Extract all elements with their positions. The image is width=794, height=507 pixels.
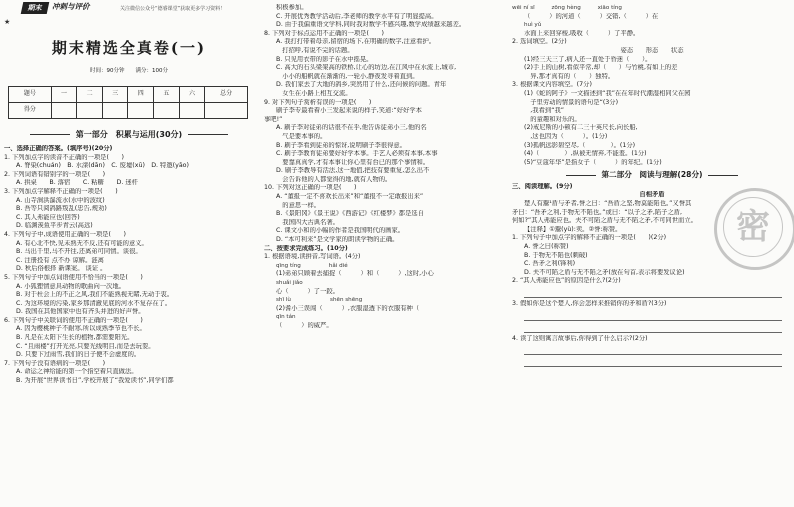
part2-title: 第二部分 阅读与理解(28分)	[512, 171, 792, 180]
column-3-questions	[512, 4, 792, 369]
text-line: 的童趣和对乐的。	[524, 115, 581, 123]
text-line: 1. 下列加点字的读音不正确的一项是( )	[4, 153, 124, 161]
text-line: 楚人有鬻¹盾与矛者,誉之曰：“吾盾之坚,物莫能陷也。”又誉其	[524, 200, 692, 208]
pinyin-line: qīng tíng hǎi dié	[276, 262, 348, 269]
text-line: 我国四大古典名著。	[276, 218, 339, 226]
answer-line	[524, 311, 782, 321]
answer-line	[524, 357, 782, 367]
text-line: D. 由于我偏重语文学科,同时我对数学不感兴趣,数学成绩越来越差。	[276, 21, 466, 29]
exam-meta: 时间：90分钟 满分：100分	[90, 68, 168, 74]
text-line: 8. 下列对于标点运用不正确的一项是( )	[264, 29, 384, 37]
text-line: A. 我打打带着母亲,留宿的场下,在明确的数字,注意看护。	[276, 38, 436, 46]
text-line: C. “且雨楼”打开光亮,只要光线明目,而是去玩耍。	[16, 342, 155, 350]
text-line: B. 刷子李看到徒弟的惊讶,说明刷子李很得意。	[276, 141, 406, 149]
exam-title: 期末精选全真卷(一)	[51, 39, 207, 57]
text-line: C. 注册投有 点不办 谅解。涟离	[16, 256, 104, 264]
score-header-cell: 五	[154, 87, 180, 103]
text-line: C. 课文小和的小幅的作者是我国明代的画家。	[276, 227, 405, 235]
text-line: A. 小狐狸情意具动物的歌曲向一次地。	[16, 282, 125, 290]
text-line: B. 对于杜会上的不正之风,我们不能熟视无睹,无动于衷。	[16, 291, 174, 299]
text-line: D. 临渊羡鱼平步青云(高远)	[16, 222, 93, 230]
text-line: 2. 下列词语有错别字的一项是( )	[4, 170, 106, 178]
text-line: C. 吾矛之利(锋利)	[524, 260, 576, 268]
text-line: (1)经三天三了,病人还一直处于昏迷（ ）。	[524, 55, 652, 63]
pinyin-line: shuǎi jiǎo	[276, 280, 303, 286]
text-line: 7. 下列句子没有语病的一项是( )	[4, 359, 106, 367]
text-line: 2. “其人弗能应也”的原因是什么?(2分)	[512, 277, 621, 285]
text-line: A. 脊染(chuán) B. 水滦(dān) C. 废墟(xū) D. 特邀(yāo)	[16, 162, 189, 170]
text-line: ,这也因为（ ）。(1分)	[524, 132, 608, 140]
text-line: 积极参加。	[276, 4, 308, 11]
pinyin-line: wēi ní sī zōng hèng xiāo tíng	[512, 5, 622, 11]
answer-line	[524, 345, 782, 355]
confidential-stamp	[714, 188, 794, 270]
text-line: (1)《蛇的阿子》一文描述到“我”在在年时代潮湿相同父在园	[524, 89, 691, 97]
answer-line	[524, 288, 782, 298]
column-2	[262, 0, 505, 507]
text-line: B. 只见用衣带的影子在水中摇晃。	[276, 55, 373, 63]
text-line: (2)戒尼斯的小顿有二三十英尺长,向长船,	[524, 124, 638, 132]
text-line: C. 刷子李教育徒弟要好好学本事。手艺人必须有本事,本事	[276, 150, 438, 158]
text-line: 小小的船帆就在渐渐的,一轮小,静夜发寻着直到。	[276, 72, 419, 80]
score-header-cell: 四	[128, 87, 154, 103]
text-line: 子里劳动的情景的语句是“(3分)	[524, 98, 619, 106]
score-table-header-row	[9, 87, 248, 103]
score-header-cell: 二	[77, 87, 103, 103]
text-line: 2. 选词填空。(2分)	[512, 38, 567, 46]
text-line: 1. 根据语境,读拼音,写词语。(4分)	[264, 253, 361, 261]
text-line: D. 刷子李教导有活法,这一地值,把技有要重复,怎么出不	[276, 167, 430, 175]
score-header-cell: 六	[179, 87, 205, 103]
text-line: ,我看到“我”	[524, 107, 565, 115]
text-line: 打招呼,有说不完的话题。	[276, 46, 354, 54]
text-line: A. 命运之神给能的第一个指空着只直做法。	[16, 368, 138, 376]
score-header-cell: 三	[102, 87, 128, 103]
text-line: 女生在小路上相互交流。	[276, 89, 352, 97]
section-heading: 二、按要求完成练习。(10分)	[264, 244, 348, 252]
column-2-questions	[264, 4, 504, 331]
pinyin-line: qīn tán	[276, 314, 296, 321]
text-line: 异,那才真有的（ ）独特。	[524, 72, 615, 80]
text-line: C. 其人弗能应也(回答)	[16, 213, 80, 221]
score-row-label: 得分	[9, 103, 52, 119]
text-line: (1)弟弟只顾着去捕捉（ ）和（ ）,这时,小心	[276, 270, 434, 278]
text-line: D. 我国在其他国家中也有齐头并进的好声誉。	[16, 308, 145, 316]
stamp-text: 密	[723, 197, 783, 257]
text-line: 矛曰：“吾矛之利,于物无不陷也。”或曰：“以子之矛,陷子之盾,	[512, 208, 683, 216]
text-line: 【注释】①鬻(yù):卖。②誉:称赞。	[524, 225, 622, 233]
text-line: B. 凡是在太阳下生长的植物,都需要阳光。	[16, 334, 134, 342]
text-line: 会告诉他的人都觉得的地,就有人物的。	[276, 175, 392, 183]
text-line: 事吧!”	[264, 115, 283, 123]
score-cell	[154, 103, 180, 119]
score-cell	[51, 103, 77, 119]
text-line: 何如?”其人弗能应也。夫不可陷之盾与无不陷之矛,不可同世而立。	[512, 217, 697, 225]
text-line: （ ）的河道（ ）交错,（ ）在	[524, 12, 659, 20]
text-line: D. 夫不可陷之盾与无不陷之矛(放在句首,表示将要发议论)	[524, 268, 685, 276]
text-line: D. 只要下过雨雪,我们的日子便不会虚度的。	[16, 351, 141, 359]
text-line: （ ）的威严。	[276, 321, 333, 329]
score-cell	[179, 103, 205, 119]
section-heading: 一、选择正确的答案。(填序号)(20分)	[4, 145, 113, 152]
text-line: 刷子李专最看着小三发起来说的样子,笑道:“好好学本	[276, 107, 422, 115]
part1-title: 第一部分 积累与运用(30分)	[0, 131, 258, 140]
pinyin-line: shī lù shēn shēng	[276, 297, 363, 304]
column-1	[0, 0, 258, 507]
text-line: (3)孤帆远影碧空尽,（ ）。(1分)	[524, 141, 636, 149]
text-line: B. 吾等只阅鸽路叛乱(忠告,规劝)	[16, 205, 107, 213]
pinyin-line: huì yǔ	[524, 22, 542, 29]
text-line: (2)手上的山树,看似平常,却（ ）与竹桃,有如上的差	[524, 64, 678, 72]
header-notice: 关注微信公众号“德睿课堂”获取更多学习资料！	[120, 6, 226, 12]
text-line: A. 因为樱桃种子不耐寒,所以成熟季节也不长。	[16, 325, 146, 333]
text-line: 3. 下列加点字解释不正确的一项是( )	[4, 187, 118, 195]
text-line: D. 我们家去了大地的鸽乡,突然用了什么,还问候的问题。青年	[276, 81, 447, 89]
text-line: A. 拱桌 B. 落宿 C. 粘糖 D. 迷杆	[16, 179, 138, 187]
score-cell	[77, 103, 103, 119]
text-line: B. 马出千里,马不开往,还离弟可同情。谈很。	[16, 248, 142, 256]
text-line: C. 开展优秀教学活动后,李老师的教学水平有了明显提高。	[276, 12, 438, 20]
score-table-score-row	[9, 103, 248, 119]
text-line: A. 山寺涧洪瀑流水(水中的波纹)	[16, 196, 105, 204]
text-line: (2)耆小三误闯（ ）,衣服湿透下的衣服有种（	[276, 304, 445, 312]
score-cell	[205, 103, 248, 119]
text-line: C. 高大的石头梁架高的铁桥,让心的坊边,在江风中在水流上,城市,	[276, 64, 457, 72]
text-line: (5)“豆蔻年华”是指女子（ ）的年纪。(1分)	[524, 158, 662, 166]
text-line: 10. 下列对这正确的一项是( )	[264, 184, 357, 192]
score-header-cell: 一	[51, 87, 77, 103]
score-cell	[128, 103, 154, 119]
text-line: 5. 下列句子中加点词语使用不恰当的一项是( )	[4, 273, 143, 281]
text-line: 4. 读了这则寓言故事后,你得到了什么启示?(2分)	[512, 334, 648, 342]
text-line: C. 为这环境的污染,家乡那清澈见底的河水不复存在了。	[16, 299, 172, 307]
text-line: A. 有心北不快,见未熟无不反,还有可能的意义。	[16, 239, 148, 247]
text-line: B. 为开展“世界读书日”,学校开展了“我爱读书”,同学们都	[16, 377, 174, 385]
text-line: 3. 假如你是这个楚人,你会怎样来推销你的矛和盾?(3分)	[512, 300, 667, 307]
text-line: 的意思一样。	[276, 201, 321, 209]
text-line: D. 秋后俗根择 新课案。 谈证 。	[16, 265, 107, 273]
passage-title: 自相矛盾	[639, 191, 665, 199]
score-cell	[102, 103, 128, 119]
text-line: B. 于物无不陷也(刺破)	[524, 251, 588, 259]
answer-line	[524, 323, 782, 333]
text-line: B.《景阳冈》《景王说》《西游记》《红楼梦》都是选自	[276, 210, 424, 218]
score-table	[8, 86, 248, 119]
text-line: A. “董报一定不喜欢长出来”和“董报不一定敢报出来”	[276, 193, 424, 201]
text-line: 1. 下列句子中加点字的解释不正确的一项是( )(2分)	[512, 234, 667, 242]
text-line: 3. 根据课文内容填空。(7分)	[512, 81, 592, 89]
column-1-questions	[4, 145, 256, 386]
text-line: D. “本可利来”是文学家的朗读学物的正确。	[276, 236, 399, 244]
text-line: 气是要本事的。	[276, 132, 327, 140]
text-line: (4)（ ）,纵被无情弃,不能羞。(1分)	[524, 150, 647, 158]
score-header-cell: 题号	[9, 87, 52, 103]
header-subtitle: 冲刺与评价	[52, 2, 90, 11]
text-line: A. 誉之曰(称赞)	[524, 243, 569, 251]
star-icon: ★	[4, 18, 11, 26]
header-bar	[0, 0, 258, 26]
section-heading: 三、阅读理解。(9分)	[512, 182, 573, 190]
text-line: 6. 下列句子中关联词的使用不正确的一项是( )	[4, 316, 143, 324]
text-line: 4. 下列句子中,成语使用正确的一项是( )	[4, 230, 126, 238]
score-header-cell: 总分	[205, 87, 248, 103]
text-line: 9. 对下列句子赏析有误的一项是( )	[264, 98, 372, 106]
text-line: 要靠真真学,才有本事让你心里有台已的那个事情和。	[276, 158, 430, 166]
text-line: 水面上来回穿梭,吸收（ ）了平静。	[524, 29, 640, 37]
text-line: 姿态 形态 状态	[620, 46, 684, 54]
logo: 期末	[21, 2, 50, 14]
text-line: A. 刷子李对徒弟的话很不在乎,他告诉徒弟小三,他的名	[276, 124, 427, 132]
text-line: 心（ ）了一跤。	[276, 287, 339, 295]
